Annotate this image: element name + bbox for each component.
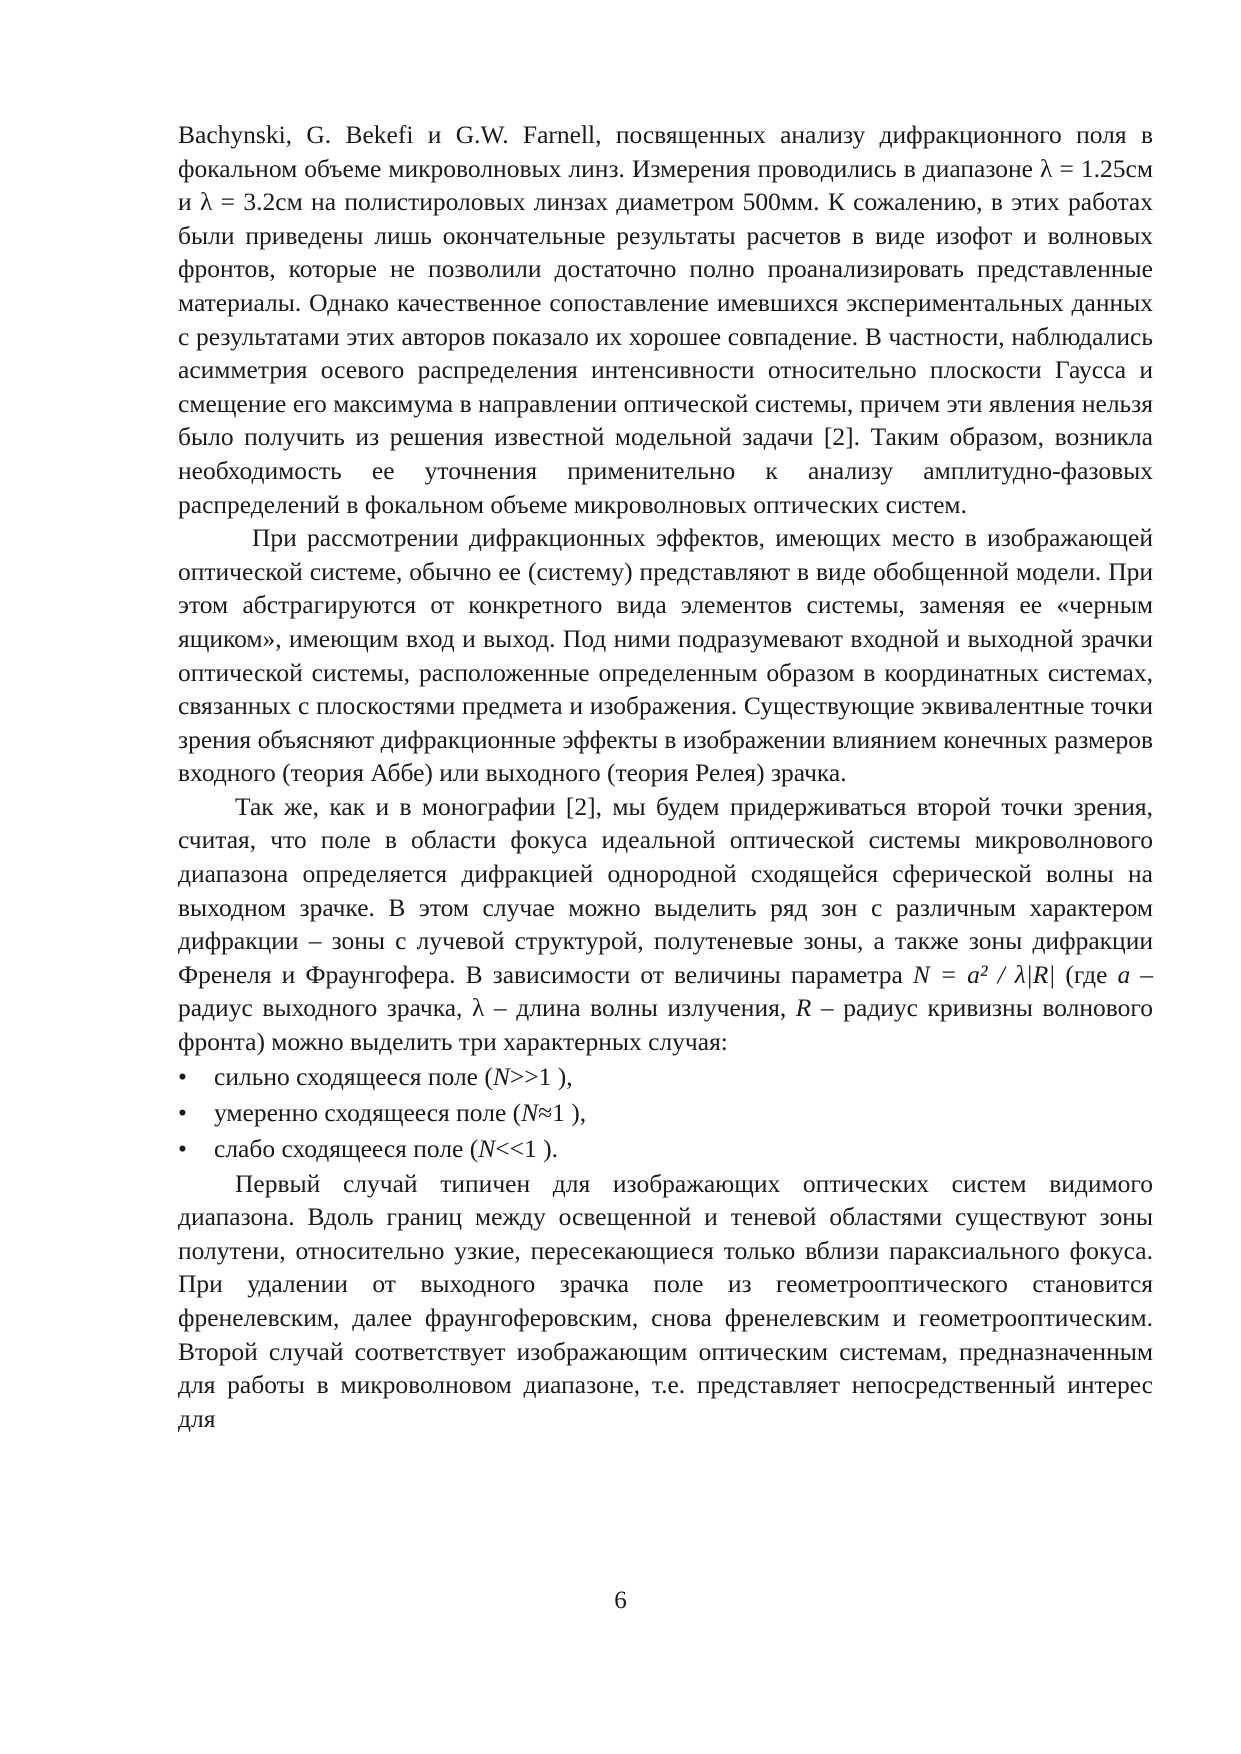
variable-lambda: λ bbox=[472, 993, 485, 1023]
paragraph-2: При рассмотрении дифракционных эффектов, имеющих место в изображающей оптической системе, обычно ее (систему) представляют в виде обобщенной модели. При этом абстрагируются от конкретного вида элементов системы, заменяя ее «черным ящиком», имеющим вход и выход. Под ними подразумевают входной и выходной зрачки оптической системы, расположенные определенным образом в координатных системах, связанных с плоскостями предмета и изображения. Существующие эквивалентные точки зрения объясняют дифракционные эффекты в изображении влиянием конечных размеров входного (теория Аббе) или выходного (теория Релея) зрачка. bbox=[178, 523, 1153, 788]
list-item-condition: <<1 ). bbox=[495, 1133, 559, 1163]
variable-a: a bbox=[1117, 959, 1131, 989]
cases-list bbox=[178, 1059, 1153, 1167]
paragraph-3 bbox=[178, 790, 1153, 1059]
list-item bbox=[178, 1095, 1153, 1131]
bullet-icon: • bbox=[178, 1133, 187, 1163]
paragraph-3-text-d: – длина волны излучения, bbox=[484, 993, 796, 1023]
list-item-text: сильно сходящееся поле ( bbox=[214, 1061, 493, 1091]
list-item-variable: N bbox=[478, 1133, 496, 1163]
paragraph-1-text-c: на полистироловых линзах диаметром 500мм. К сожалению, в этих работах были приведены лишь окончательные результаты расчетов в виде изофот и волновых фронтов, которые не позволили достаточно полно проанализировать представленные материалы. Однако качественное сопоставление имевшихся экспериментальных данных с результатами этих авторов показало их хорошее совпадение. В частности, наблюдались асимметрия осевого распределения интенсивности относительно плоскости Гаусса и смещение его максимума в направлении оптической системы, причем эти явления нельзя было получить из решения известной модельной задачи [2]. Таким образом, возникла необходимость ее уточнения применительно к анализу амплитудно-фазовых распределений в фокальном объеме микроволновых оптических систем. bbox=[178, 187, 1153, 519]
page-number: 6 bbox=[614, 1587, 627, 1614]
list-item bbox=[178, 1059, 1153, 1095]
bullet-icon: • bbox=[178, 1061, 187, 1091]
list-item-variable: N bbox=[492, 1061, 510, 1091]
lambda-value-1: λ = 1.25 bbox=[1040, 153, 1126, 183]
list-item-condition: >>1 ), bbox=[509, 1061, 573, 1091]
variable-r: R bbox=[795, 993, 812, 1023]
list-item bbox=[178, 1131, 1153, 1167]
document-body bbox=[178, 118, 1153, 1435]
list-item-variable: N bbox=[521, 1097, 539, 1127]
list-item-text: умеренно сходящееся поле ( bbox=[214, 1097, 522, 1127]
bullet-icon: • bbox=[178, 1097, 187, 1127]
list-item-text: слабо сходящееся поле ( bbox=[214, 1133, 479, 1163]
unit-1: см bbox=[1125, 153, 1153, 183]
paragraph-3-text-e: – радиус кривизны волнового фронта) можно выделить три характерных случая: bbox=[178, 993, 1153, 1057]
paragraph-3-text-c: – радиус выходного зрачка, bbox=[178, 959, 1153, 1023]
paragraph-3-text-b: (где bbox=[1055, 959, 1118, 989]
lambda-value-2: λ = 3.2 bbox=[199, 187, 276, 217]
paragraph-1-text-a: Bachynski, G. Bekefi и G.W. Farnell, посвященных анализу дифракционного поля в фокальном объеме микроволновых линз. Измерения проводились в диапазоне bbox=[178, 120, 1153, 183]
paragraph-1-text-b: и bbox=[178, 187, 200, 217]
paragraph-1 bbox=[178, 118, 1153, 521]
unit-2: см bbox=[275, 187, 303, 217]
parameter-formula: N = a² / λ|R| bbox=[912, 959, 1056, 989]
paragraph-4: Первый случай типичен для изображающих оптических систем видимого диапазона. Вдоль границ между освещенной и теневой областями существуют зоны полутени, относительно узкие, пересекающиеся только вблизи параксиального фокуса. При удалении от выходного зрачка поле из геометрооптического становится френелевским, далее фраунгоферовским, снова френелевским и геометрооптическим. Второй случай соответствует изображающим оптическим системам, предназначенным для работы в микроволновом диапазоне, т.е. представляет непосредственный интерес для bbox=[178, 1168, 1153, 1433]
list-item-condition: ≈1 ), bbox=[538, 1097, 587, 1127]
paragraph-3-text-a: Так же, как и в монографии [2], мы будем придерживаться второй точки зрения, считая, что поле в области фокуса идеальной оптической системы микроволнового диапазона определяется дифракцией однородной сходящейся сферической волны на выходном зрачке. В этом случае можно выделить ряд зон с различным характером дифракции – зоны с лучевой структурой, полутеневые зоны, а также зоны дифракции Френеля и Фраунгофера. В зависимости от величины параметра bbox=[178, 791, 1153, 989]
